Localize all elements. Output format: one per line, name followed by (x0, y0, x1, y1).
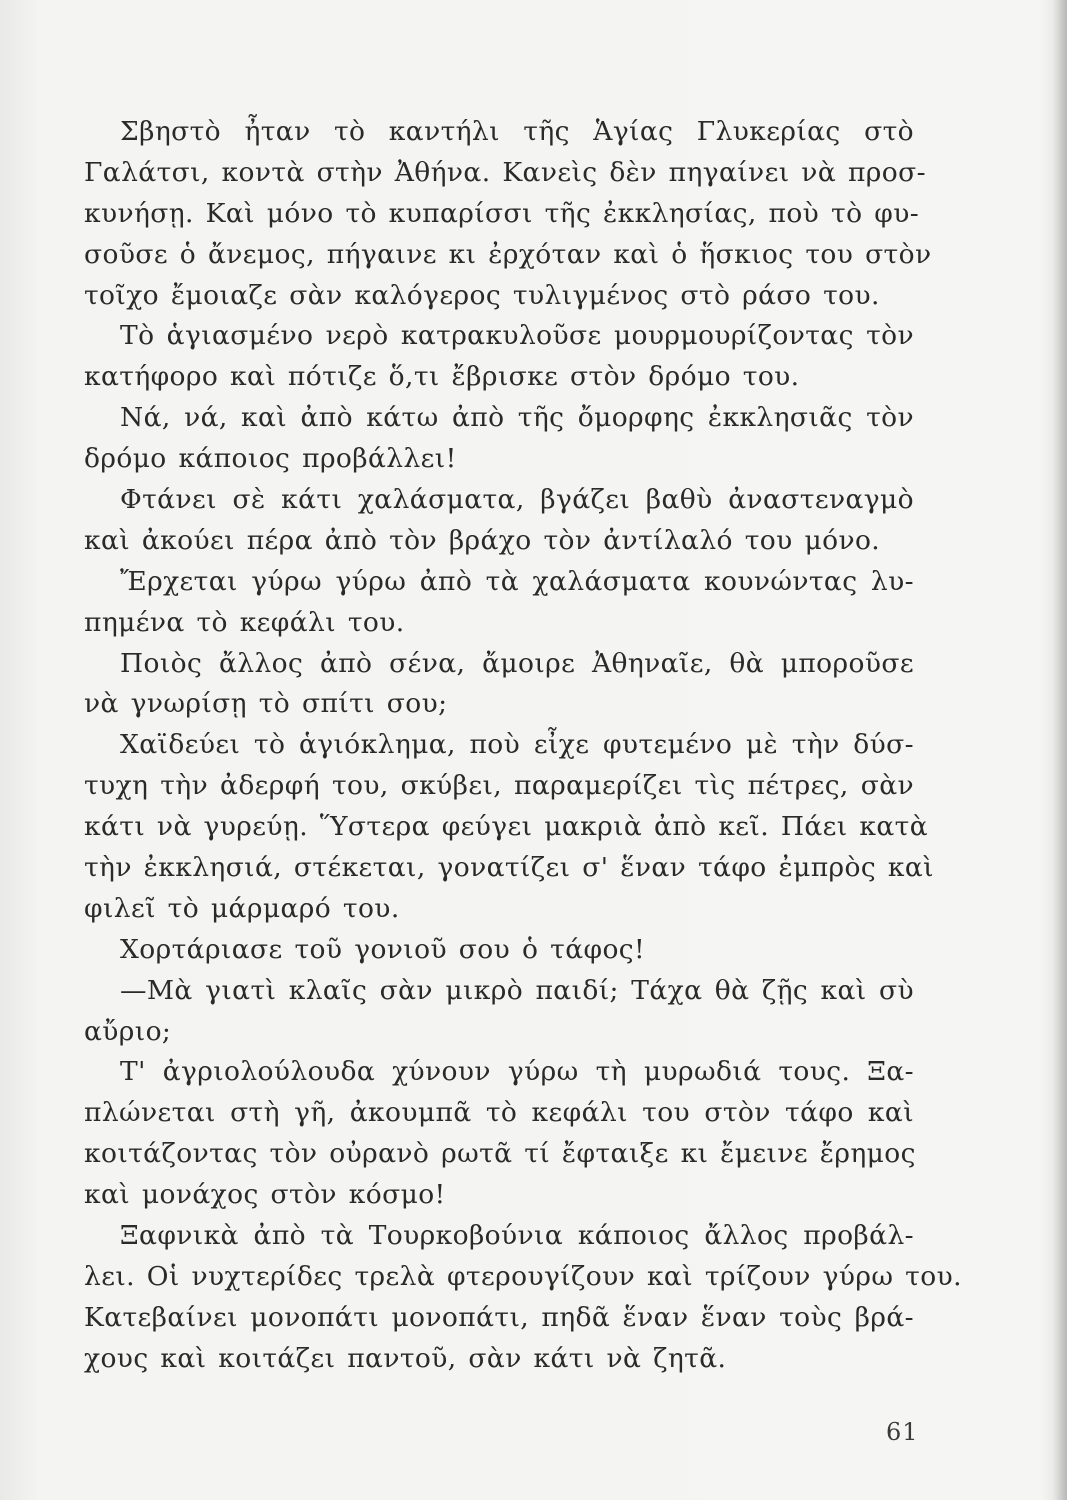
text-line: Τ' ἀγριολούλουδα χύνουν γύρω τὴ μυρωδιά τους. Ξα- (120, 1056, 914, 1088)
page-edge-shadow (1053, 0, 1067, 1500)
text-line: πλώνεται στὴ γῆ, ἀκουμπᾶ τὸ κεφάλι του στὸν τάφο καὶ (84, 1097, 914, 1129)
text-line: καὶ ἀκούει πέρα ἀπὸ τὸν βράχο τὸν ἀντίλαλό του μόνο. (84, 524, 881, 556)
text-line: δρόμο κάποιος προβάλλει! (84, 443, 457, 475)
text-line: Κατεβαίνει μονοπάτι μονοπάτι, πηδᾶ ἕναν ἕναν τοὺς βρά- (84, 1301, 914, 1333)
text-line: Τὸ ἁγιασμένο νερὸ κατρακυλοῦσε μουρμουρίζοντας τὸν (120, 320, 914, 352)
text-line: αὔριο; (84, 1015, 172, 1047)
text-line: πημένα τὸ κεφάλι του. (84, 606, 405, 638)
text-line: νὰ γνωρίσῃ τὸ σπίτι σου; (84, 688, 448, 720)
text-line: κάτι νὰ γυρεύῃ. Ὕστερα φεύγει μακριὰ ἀπὸ κεῖ. Πάει κατὰ (84, 811, 929, 843)
text-block (84, 112, 962, 1380)
text-line: σοῦσε ὁ ἄνεμος, πήγαινε κι ἐρχόταν καὶ ὁ ἥσκιος του στὸν (84, 238, 932, 270)
text-line: καὶ μονάχος στὸν κόσμο! (84, 1179, 446, 1211)
text-line: κοιτάζοντας τὸν οὐρανὸ ρωτᾶ τί ἔφταιξε κι ἔμεινε ἔρημος (84, 1138, 916, 1170)
text-line: κυνήσῃ. Καὶ μόνο τὸ κυπαρίσσι τῆς ἐκκλησίας, ποὺ τὸ φυ- (84, 197, 920, 229)
text-line: τὴν ἐκκλησιά, στέκεται, γονατίζει σ' ἕναν τάφο ἐμπρὸς καὶ (84, 852, 934, 884)
text-line: Ποιὸς ἄλλος ἀπὸ σένα, ἄμοιρε Ἀθηναῖε, θὰ μποροῦσε (120, 647, 914, 679)
text-line: Ἔρχεται γύρω γύρω ἀπὸ τὰ χαλάσματα κουνώντας λυ- (120, 565, 914, 597)
text-line: Νά, νά, καὶ ἀπὸ κάτω ἀπὸ τῆς ὄμορφης ἐκκλησιᾶς τὸν (120, 402, 914, 434)
text-line: λει. Οἱ νυχτερίδες τρελὰ φτερουγίζουν καὶ τρίζουν γύρω του. (84, 1260, 962, 1292)
text-line: Χαϊδεύει τὸ ἁγιόκλημα, ποὺ εἶχε φυτεμένο μὲ τὴν δύσ- (120, 729, 914, 761)
text-line: τυχη τὴν ἀδερφή του, σκύβει, παραμερίζει τὶς πέτρες, σὰν (84, 770, 914, 802)
text-line: Ξαφνικὰ ἀπὸ τὰ Τουρκοβούνια κάποιος ἄλλος προβάλ- (120, 1220, 914, 1252)
text-line: Σβηστὸ ἦταν τὸ καντήλι τῆς Ἁγίας Γλυκερίας στὸ (120, 116, 914, 147)
text-line: τοῖχο ἔμοιαζε σὰν καλόγερος τυλιγμένος στὸ ράσο του. (84, 279, 880, 311)
text-line: χους καὶ κοιτάζει παντοῦ, σὰν κάτι νὰ ζητᾶ. (84, 1342, 727, 1374)
text-line: —Μὰ γιατὶ κλαῖς σὰν μικρὸ παιδί; Τάχα θὰ ζῇς καὶ σὺ (120, 974, 914, 1006)
text-line: κατήφορο καὶ πότιζε ὅ,τι ἔβρισκε στὸν δρόμο του. (84, 361, 800, 393)
text-line: φιλεῖ τὸ μάρμαρό του. (84, 892, 400, 924)
text-line: Φτάνει σὲ κάτι χαλάσματα, βγάζει βαθὺ ἀναστεναγμὸ (120, 484, 914, 516)
text-line: Χορτάριασε τοῦ γονιοῦ σου ὁ τάφος! (120, 933, 646, 965)
page-number: 61 (886, 1418, 919, 1446)
text-line: Γαλάτσι, κοντὰ στὴν Ἀθήνα. Κανεὶς δὲν πηγαίνει νὰ προσ- (84, 156, 926, 188)
